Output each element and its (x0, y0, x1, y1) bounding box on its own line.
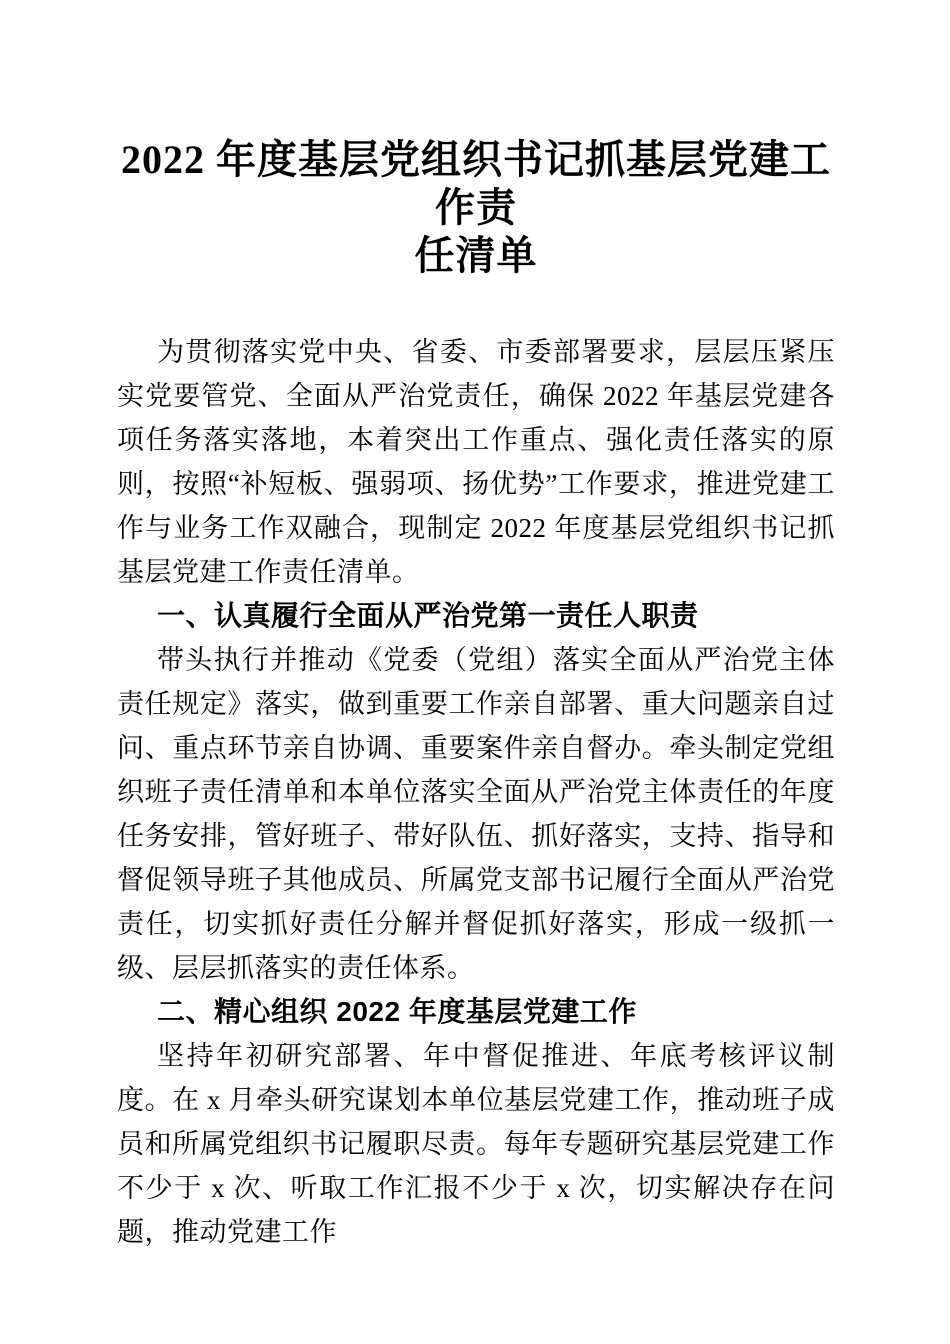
section-2-paragraph: 坚持年初研究部署、年中督促推进、年底考核评议制度。在 x 月牵头研究谋划本单位基层党建工作，推动班子成员和所属党组织书记履职尽责。每年专题研究基层党建工作不少于 x 次、听取工作汇报不少于 x 次，切实解决存在问题，推动党建工作 (117, 1041, 835, 1247)
document-title-line-1: 2022 年度基层党组织书记抓基层党建工作责 (121, 137, 831, 230)
section-1-paragraph: 带头执行并推动《党委（党组）落实全面从严治党主体责任规定》落实，做到重要工作亲自部署、重大问题亲自过问、重点环节亲自协调、重要案件亲自督办。牵头制定党组织班子责任清单和本单位落实全面从严治党主体责任的年度任务安排，管好班子、带好队伍、抓好落实，支持、指导和督促领导班子其他成员、所属党支部书记履行全面从严治党责任，切实抓好责任分解并督促抓好落实，形成一级抓一级、层层抓落实的责任体系。 (117, 645, 835, 983)
section-heading-2: 二、精心组织 2022 年度基层党建工作 (157, 996, 637, 1027)
document-title-line-2: 任清单 (414, 233, 538, 278)
intro-paragraph: 为贯彻落实党中央、省委、市委部署要求，层层压紧压实党要管党、全面从严治党责任，确保 2022 年基层党建各项任务落实落地，本着突出工作重点、强化责任落实的原则，按照“补短板、强弱项、扬优势”工作要求，推进党建工作与业务工作双融合，现制定 2022 年度基层党组织书记抓基层党建工作责任清单。 (117, 337, 835, 587)
document-page (0, 136, 950, 1344)
document-title (117, 136, 835, 280)
section-heading-1: 一、认真履行全面从严治党第一责任人职责 (157, 600, 699, 631)
